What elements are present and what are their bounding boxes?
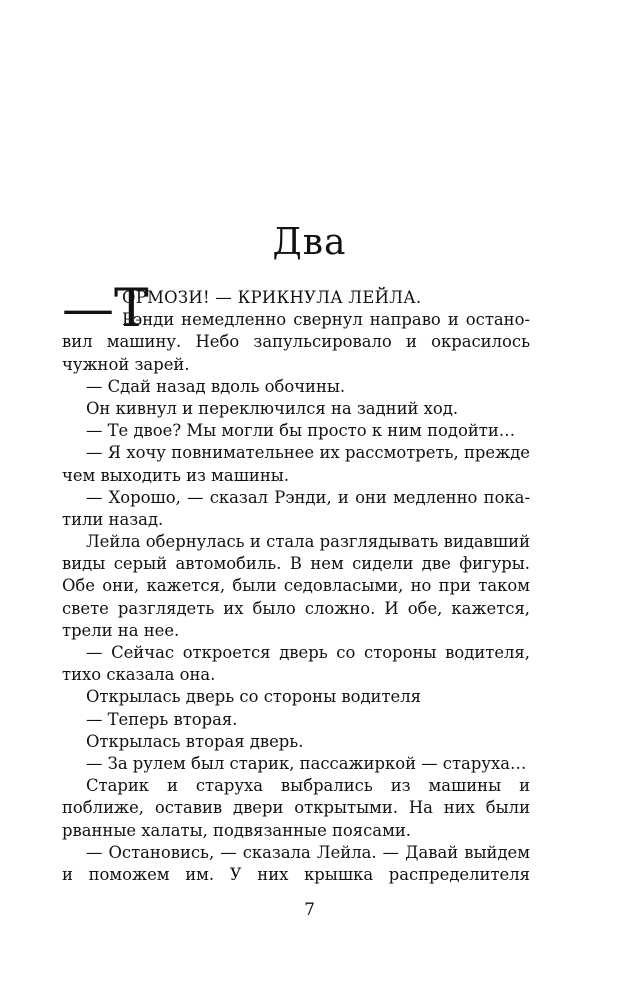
- page-number: 7: [304, 900, 315, 920]
- drop-cap: —Т: [62, 279, 149, 339]
- opening-paragraph: [62, 279, 530, 339]
- text-line: — Теперь вторая.: [86, 709, 238, 729]
- chapter-title: Два: [272, 222, 347, 263]
- text-line: и поможем им. У них крышка распределителя: [62, 864, 530, 884]
- text-line: свете разглядеть их было сложно. И обе, кажется,: [62, 598, 530, 618]
- text-line: чем выходить из машины.: [62, 465, 290, 485]
- text-line: — Сейчас откроется дверь со стороны водителя,: [86, 643, 530, 663]
- text-line: — Я хочу повнимательнее их рассмотреть, прежде: [86, 443, 530, 463]
- text-line: Лейла обернулась и стала разглядывать видавший: [86, 532, 530, 552]
- text-line: поближе, оставив двери открытыми. На них были: [62, 798, 530, 818]
- opening-line: ОРМОЗИ! — КРИКНУЛА ЛЕЙЛА.: [122, 288, 422, 307]
- chapter-body: [62, 279, 530, 886]
- text-line: вил машину. Небо запульсировало и окрасилось: [62, 332, 530, 352]
- text-line: Обе они, кажется, были седовласыми, но при таком: [62, 576, 530, 596]
- text-line: Открылась вторая дверь.: [86, 731, 304, 751]
- text-line: виды серый автомобиль. В нем сидели две фигуры.: [62, 554, 530, 574]
- text-line: — Те двое? Мы могли бы просто к ним подойти…: [86, 421, 516, 441]
- text-line: рванные халаты, подвязанные поясами.: [62, 820, 411, 840]
- text-line: Он кивнул и переключился на задний ход.: [86, 398, 459, 418]
- text-line: — Остановись, — сказала Лейла. — Давай выйдем: [86, 842, 530, 862]
- text-line: чужной зарей.: [62, 354, 190, 374]
- text-line: Старик и старуха выбрались из машины и: [86, 776, 530, 796]
- text-line: — За рулем был старик, пассажиркой — старуха…: [86, 753, 527, 773]
- opening-line: Рэнди немедленно свернул направо и остано-: [122, 310, 530, 330]
- text-line: — Сдай назад вдоль обочины.: [86, 376, 346, 396]
- text-line: Открылась дверь со стороны водителя: [86, 687, 421, 707]
- text-line: трели на нее.: [62, 620, 180, 640]
- text-lines: [62, 331, 530, 886]
- text-line: тили назад.: [62, 509, 164, 529]
- text-line: тихо сказала она.: [62, 665, 216, 685]
- text-line: — Хорошо, — сказал Рэнди, и они медленно пока-: [86, 487, 530, 507]
